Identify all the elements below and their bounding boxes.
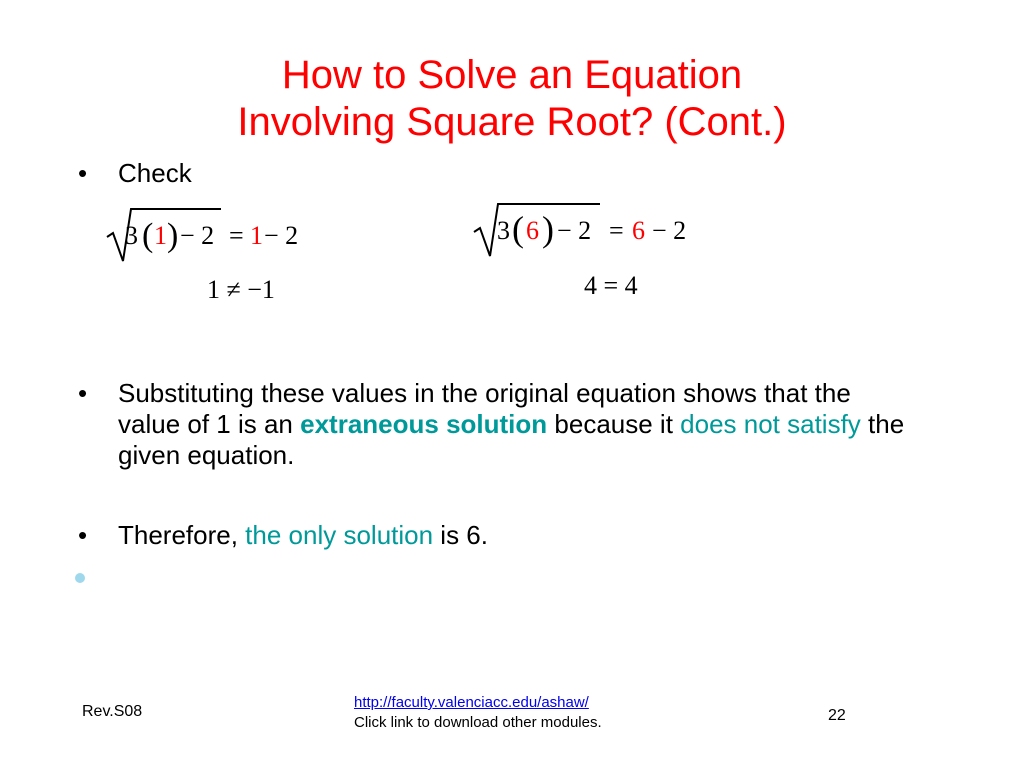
slide-title-line-2: Involving Square Root? (Cont.) (237, 100, 787, 144)
check-label: Check (118, 158, 192, 188)
right-lhs-value: 6 (526, 216, 539, 245)
right-check-equation (472, 198, 712, 308)
bullet-substituting (118, 378, 918, 471)
right-rhs-rest: − 2 (652, 216, 687, 245)
extraneous-solution-term: extraneous solution (300, 409, 548, 439)
footer-note: Click link to download other modules. (354, 714, 602, 731)
right-close-paren: ) (542, 209, 554, 249)
right-lhs-coef: 3 (497, 216, 510, 245)
para2-text-e: the given equation. (118, 409, 905, 470)
left-rhs-value: 1 (250, 221, 263, 250)
left-open-paren: ( (142, 217, 154, 254)
does-not-satisfy-term: does not satisfy (680, 409, 861, 439)
slide-title (0, 52, 1024, 146)
left-lhs-value: 1 (154, 221, 167, 250)
bullet-marker: • (78, 158, 88, 188)
para2-text-a: Substituting these values in the original equation shows that the value of 1 is an (118, 378, 851, 439)
right-rhs-value: 6 (632, 216, 645, 245)
footer-center (354, 693, 602, 733)
right-equals: = (609, 216, 624, 245)
bullet-marker-3: • (78, 520, 88, 550)
bullet-marker-2: • (78, 378, 88, 408)
left-lhs-minus: − 2 (180, 221, 215, 250)
only-solution-term: the only solution (245, 520, 434, 550)
left-rhs-rest: − 2 (264, 221, 299, 250)
para2-text-c: because it (547, 409, 681, 439)
bullet-therefore (118, 520, 918, 551)
footer-page-number: 22 (828, 707, 846, 724)
footer-revision: Rev.S08 (82, 703, 143, 720)
footer-modules-link[interactable]: http://faculty.valenciacc.edu/ashaw/ (354, 694, 589, 711)
left-result: 1 ≠ −1 (207, 275, 275, 304)
right-open-paren: ( (512, 209, 524, 249)
slide-title-line-1: How to Solve an Equation (281, 53, 743, 97)
left-check-equation (105, 203, 345, 313)
left-equals: = (229, 221, 244, 250)
para3-text-c: is 6. (433, 520, 488, 550)
empty-bullet-marker (75, 573, 85, 583)
left-lhs-coef: 3 (125, 221, 138, 250)
bullet-check (78, 158, 192, 189)
para3-text-a: Therefore, (118, 520, 246, 550)
right-lhs-minus: − 2 (557, 216, 592, 245)
right-result: 4 = 4 (584, 271, 638, 300)
left-close-paren: ) (167, 217, 179, 254)
